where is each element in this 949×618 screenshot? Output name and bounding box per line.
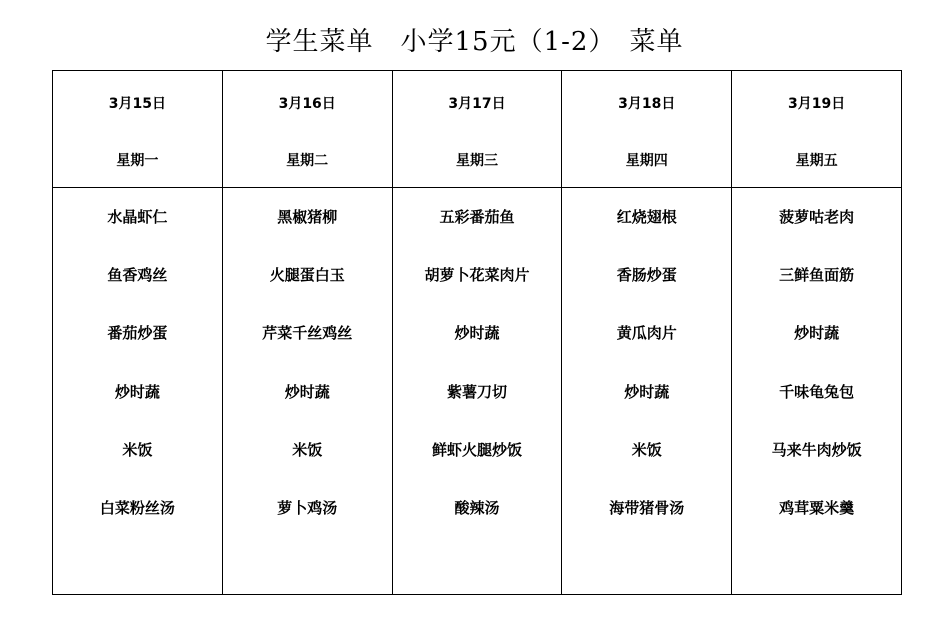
dish-item: 水晶虾仁	[107, 208, 168, 226]
dish-item: 米饭	[292, 440, 323, 459]
dish-item: 鸡茸粟米羹	[779, 498, 855, 517]
day-date: 3月15日	[108, 96, 167, 112]
menu-table	[52, 70, 902, 595]
dish-list	[223, 188, 392, 555]
day-weekday: 星期五	[795, 153, 838, 169]
dish-item: 三鲜鱼面筋	[779, 266, 855, 285]
dish-item: 黑椒猪柳	[277, 208, 338, 226]
day-date: 3月17日	[448, 96, 506, 112]
dish-item: 炒时蔬	[114, 382, 160, 401]
dish-item: 胡萝卜花菜肉片	[424, 266, 530, 285]
dish-item: 炒时蔬	[624, 382, 670, 401]
page-title: 学生菜单 小学15元（1-2） 菜单	[265, 27, 684, 57]
day-header	[53, 71, 222, 188]
day-header	[223, 71, 392, 188]
day-column-tue	[223, 71, 393, 594]
day-header	[393, 71, 562, 188]
dish-list	[393, 188, 562, 555]
dish-item: 红烧翅根	[616, 208, 677, 226]
day-date: 3月19日	[787, 96, 846, 112]
dish-item: 炒时蔬	[284, 382, 330, 401]
dish-item: 鱼香鸡丝	[107, 266, 168, 285]
dish-item: 芹菜千丝鸡丝	[262, 324, 353, 343]
day-date: 3月16日	[278, 96, 336, 112]
dish-list	[562, 188, 731, 555]
dish-item: 炒时蔬	[454, 324, 500, 343]
dish-item: 菠萝咕老肉	[779, 208, 855, 226]
dish-item: 五彩番茄鱼	[439, 208, 515, 226]
day-weekday: 星期一	[116, 153, 159, 169]
dish-item: 火腿蛋白玉	[269, 266, 345, 285]
dish-item: 黄瓜肉片	[616, 324, 677, 343]
day-column-fri	[732, 71, 901, 594]
dish-item: 萝卜鸡汤	[277, 498, 338, 517]
dish-item: 鲜虾火腿炒饭	[431, 440, 522, 459]
day-header	[732, 71, 901, 188]
day-weekday: 星期二	[286, 153, 329, 169]
dish-item: 白菜粉丝汤	[99, 498, 175, 517]
day-header	[562, 71, 731, 188]
dish-item: 米饭	[631, 440, 662, 459]
dish-item: 酸辣汤	[454, 498, 500, 517]
dish-item: 千味龟兔包	[779, 382, 855, 401]
dish-list	[732, 188, 901, 555]
day-weekday: 星期四	[625, 153, 668, 169]
dish-item: 番茄炒蛋	[107, 324, 168, 343]
day-column-wed	[393, 71, 563, 594]
dish-item: 马来牛肉炒饭	[771, 440, 862, 459]
dish-item: 海带猪骨汤	[609, 498, 685, 517]
day-column-thu	[562, 71, 732, 594]
dish-item: 香肠炒蛋	[616, 266, 677, 285]
dish-item: 炒时蔬	[794, 324, 840, 343]
dish-item: 米饭	[122, 440, 153, 459]
day-weekday: 星期三	[455, 153, 498, 169]
day-date: 3月18日	[618, 96, 676, 112]
day-column-mon	[53, 71, 223, 594]
dish-list	[53, 188, 222, 555]
dish-item: 紫薯刀切	[446, 382, 507, 401]
